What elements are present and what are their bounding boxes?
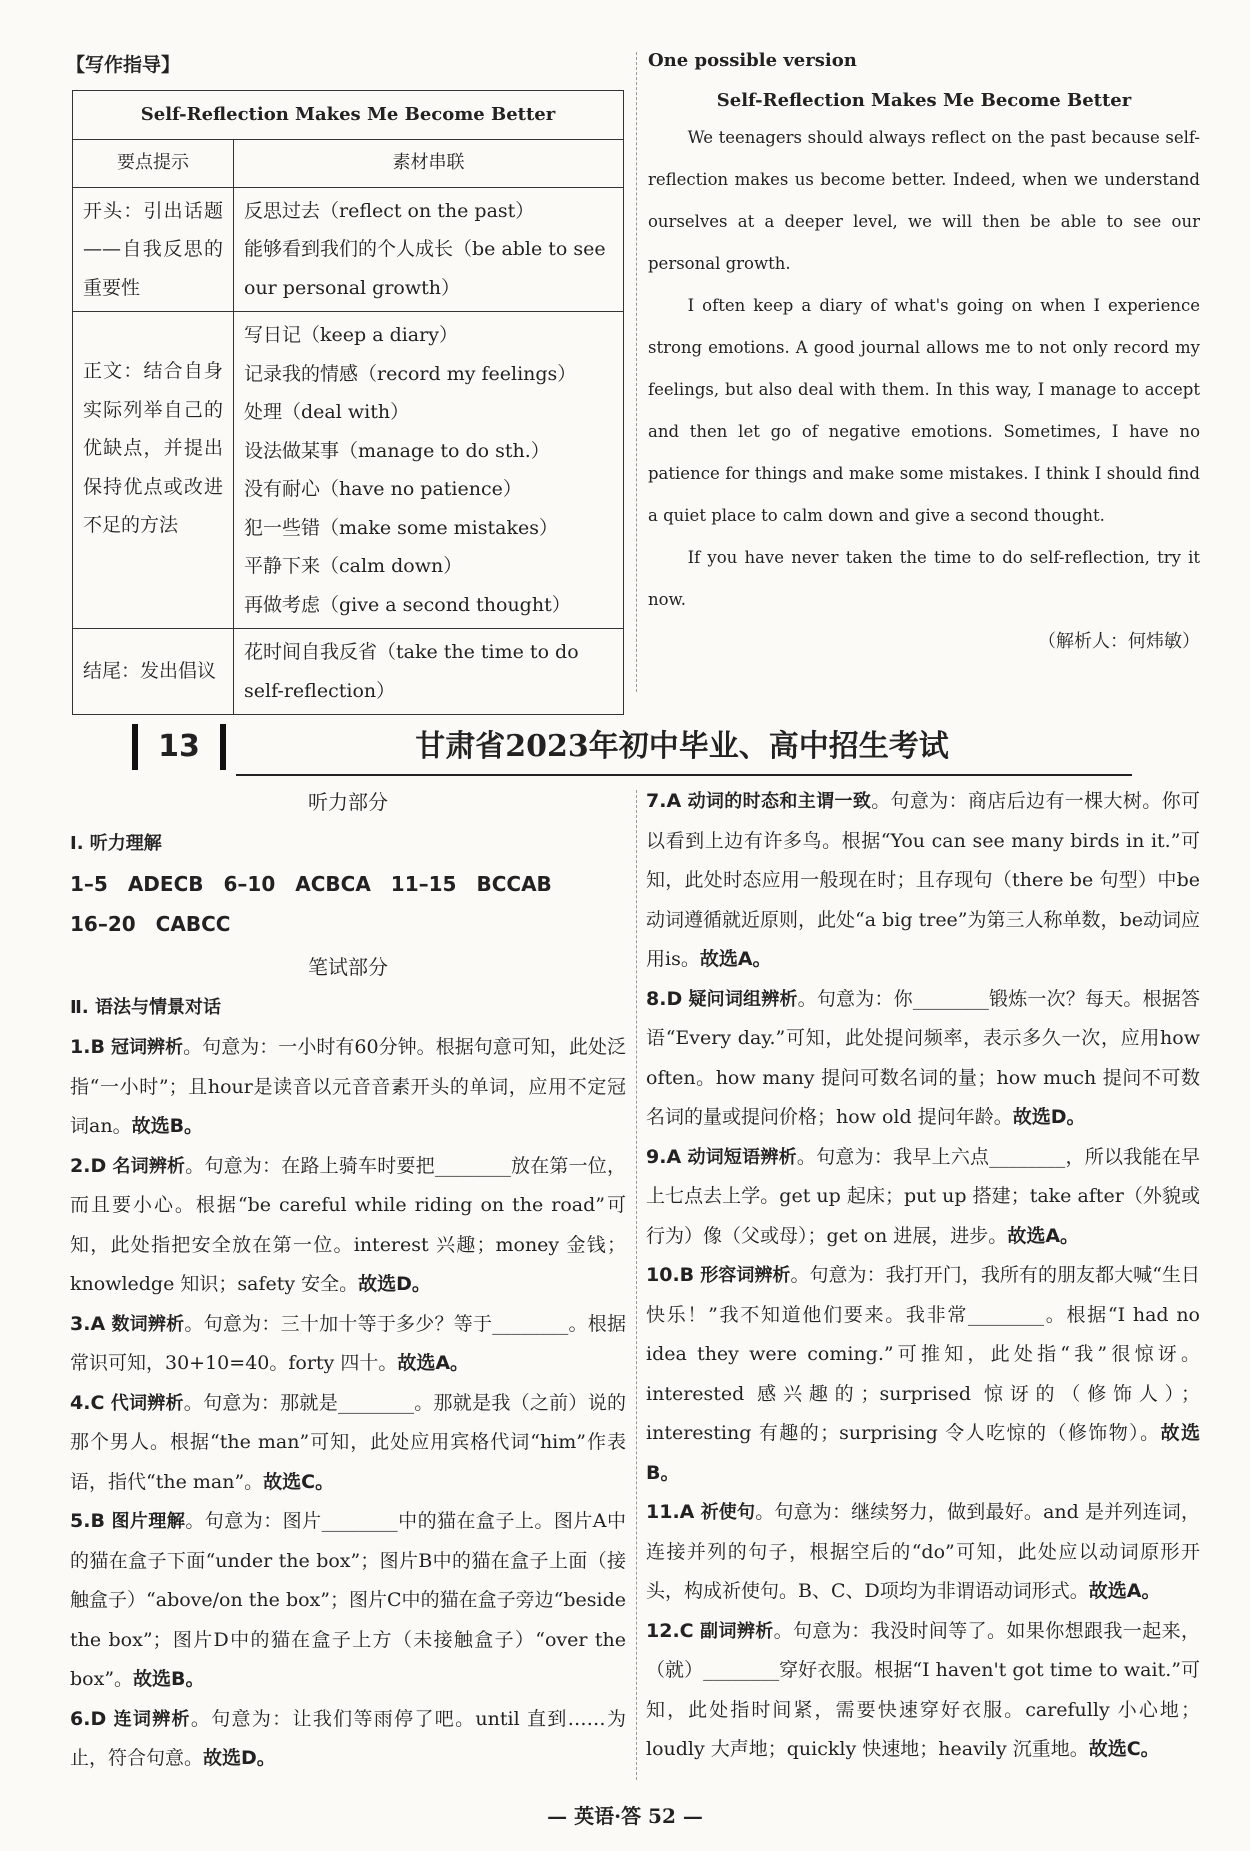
- essay-paragraph: We teenagers should always reflect on the past because self-reflection makes us become better. Indeed, when we understand ourselves at a deeper level, we will then be able to see our personal growth.: [648, 128, 1200, 273]
- question-item: [70, 1305, 626, 1384]
- question-number: 5.B: [70, 1510, 105, 1532]
- material-item: 花时间自我反省（take the time to do self-reflection）: [244, 641, 579, 702]
- question-explanation: 。句意为：我没时间等了。如果你想跟我一起来，（就）________穿好衣服。根据“I haven't got time to wait.”可知，此处指时间紧，需要快速穿好衣服。carefully 小心地；loudly 大声地；quickly 快速地；heavily 沉重地。: [646, 1619, 1200, 1760]
- written-section-title: 笔试部分: [308, 955, 388, 979]
- question-type: 冠词辨析: [111, 1037, 184, 1058]
- guide-row-point: 结尾：发出倡议: [73, 629, 234, 715]
- question-answer: 故选A。: [397, 1352, 470, 1374]
- writing-guide-table: [72, 90, 624, 715]
- question-item: [646, 782, 1200, 980]
- right-column: [646, 782, 1200, 1770]
- question-answer: 故选C。: [1088, 1738, 1160, 1760]
- question-answer: 故选A。: [699, 948, 772, 970]
- material-item: 没有耐心（have no patience）: [244, 478, 522, 500]
- column-divider: [636, 790, 637, 1780]
- question-item: [646, 980, 1200, 1138]
- question-number: 4.C: [70, 1391, 105, 1414]
- material-item: 能够看到我们的个人成长（be able to see our personal growth）: [244, 238, 606, 299]
- question-type: 名词辨析: [112, 1155, 186, 1177]
- question-answer: 故选D。: [1012, 1106, 1086, 1128]
- question-answer: 故选D。: [358, 1273, 431, 1295]
- question-answer: 故选A。: [1088, 1580, 1161, 1602]
- question-type: 副词辨析: [700, 1620, 774, 1642]
- material-item: 犯一些错（make some mistakes）: [244, 516, 558, 539]
- question-answer: 故选B。: [131, 1115, 204, 1137]
- question-answer: 故选B。: [646, 1422, 1200, 1484]
- exam-title: 甘肃省2023年初中毕业、高中招生考试: [415, 729, 949, 764]
- question-type: 图片理解: [111, 1511, 186, 1532]
- page-footer: — 英语·答 52 —: [547, 1804, 703, 1828]
- question-item: [70, 1028, 626, 1147]
- question-explanation: 。句意为：我早上六点________，所以我能在早上七点去上学。get up 起床；put up 搭建；take after（外貌或行为）像（父或母）；get on 进展，进步。: [646, 1145, 1200, 1247]
- material-item: 平静下来（calm down）: [244, 555, 463, 577]
- guide-col-header-materials: 素材串联: [234, 140, 624, 188]
- question-type: 连词辨析: [113, 1708, 191, 1730]
- question-explanation: 。句意为：让我们等雨停了吧。until 直到……为止，符合句意。: [70, 1707, 627, 1769]
- material-item: 反思过去（reflect on the past）: [244, 199, 535, 222]
- material-item: 再做考虑（give a second thought）: [244, 593, 571, 616]
- material-item: 记录我的情感（record my feelings）: [244, 362, 577, 385]
- question-type: 代词辨析: [110, 1392, 184, 1414]
- question-number: 12.C: [646, 1619, 694, 1642]
- exam-header: [132, 724, 1132, 776]
- material-item: 处理（deal with）: [244, 401, 410, 423]
- material-item: 设法做某事（manage to do sth.）: [244, 439, 550, 462]
- question-answer: 故选B。: [133, 1668, 205, 1690]
- question-number: 8.D: [646, 987, 683, 1010]
- question-type: 数词辨析: [111, 1313, 185, 1335]
- question-explanation: 。句意为：图片________中的猫在盒子上。图片A中的猫在盒子下面“under the box”；图片B中的猫在盒子上面（接触盒子）“above/on the box”；图片C中的猫在盒子旁边“beside the box”；图片D中的猫在盒子上方（未接触盒子）“over the box”。: [70, 1510, 626, 1690]
- question-number: 9.A: [646, 1145, 682, 1168]
- question-explanation: 。句意为：那就是________。那就是我（之前）说的那个男人。根据“the man”可知，此处应用宾格代词“him”作表语，指代“the man”。: [70, 1391, 626, 1493]
- guide-row-materials: [234, 629, 624, 715]
- question-explanation: 。句意为：继续努力，做到最好。and 是并列连词，连接并列的句子，根据空后的“do”可知，此处应以动词原形开头，构成祈使句。B、C、D项均为非谓语动词形式。: [646, 1501, 1200, 1602]
- question-number: 10.B: [646, 1264, 695, 1286]
- question-item: [646, 1612, 1200, 1770]
- question-explanation: 。句意为：商店后边有一棵大树。你可以看到上边有许多鸟。根据“You can see many birds in it.”可知，此处时态应用一般现在时；且存现句（there be 句型）中be动词遵循就近原则，此处“a big tree”为第三人称单数，be动词应用is。: [646, 790, 1200, 970]
- left-column: [70, 782, 626, 1779]
- question-number: 1.B: [70, 1036, 105, 1058]
- question-item: [646, 1138, 1200, 1257]
- question-answer: 故选C。: [263, 1470, 335, 1493]
- guide-row-materials: [234, 187, 624, 312]
- material-item: 写日记（keep a diary）: [244, 324, 458, 346]
- guide-row-materials: [234, 312, 624, 629]
- guide-row-point: 开头：引出话题——自我反思的重要性: [73, 187, 234, 312]
- question-answer: 故选D。: [203, 1747, 276, 1769]
- question-type: 形容词辨析: [700, 1265, 791, 1286]
- guide-table-title: Self-Reflection Makes Me Become Better: [73, 91, 624, 140]
- listening-section-title: 听力部分: [308, 790, 388, 814]
- listening-answers-line: 16–20 CABCC: [70, 912, 231, 936]
- essay-paragraph: If you have never taken the time to do self-reflection, try it now.: [648, 548, 1200, 609]
- question-explanation: 。句意为：我打开门，我所有的朋友都大喊“生日快乐！”我不知道他们要来。我非常________。根据“I had no idea they were coming.”可推知，此处指“我”很惊讶。interested 感兴趣的；surprised 惊讶的（修饰人）；interesting 有趣的；surprising 令人吃惊的（修饰物）。: [646, 1264, 1201, 1444]
- written-subheading: Ⅱ. 语法与情景对话: [70, 997, 221, 1018]
- listening-subheading: Ⅰ. 听力理解: [70, 833, 162, 854]
- header-rule: [236, 774, 1132, 776]
- question-number: 3.A: [70, 1312, 106, 1335]
- question-number: 11.A: [646, 1501, 695, 1523]
- exam-number: 13: [132, 724, 226, 770]
- essay-paragraph: I often keep a diary of what's going on when I experience strong emotions. A good journal allows me to not only record my feelings, but also deal with them. In this way, I manage to accept and then let go of negative emotions. Sometimes, I have no patience for things and make some mistakes. I think I should find a quiet place to calm down and give a second thought.: [648, 296, 1200, 525]
- analyst-credit: （解析人：何炜敏）: [1038, 631, 1200, 652]
- question-explanation: 。句意为：在路上骑车时要把________放在第一位，而且要小心。根据“be careful while riding on the road”可知，此处指把安全放在第一位。interest 兴趣；money 金钱；knowledge 知识；safety 安全。: [70, 1154, 627, 1295]
- question-item: [70, 1147, 626, 1305]
- question-type: 疑问词组辨析: [688, 988, 798, 1010]
- guide-col-header-points: 要点提示: [73, 140, 234, 188]
- question-type: 祈使句: [700, 1502, 756, 1523]
- essay-label: One possible version: [648, 50, 857, 71]
- question-type: 动词短语辨析: [687, 1146, 797, 1168]
- question-item: [646, 1493, 1200, 1612]
- question-explanation: 。句意为：一小时有60分钟。根据句意可知，此处泛指“一小时”；且hour是读音以元音音素开头的单词，应用不定冠词an。: [70, 1036, 626, 1137]
- question-number: 7.A: [646, 790, 682, 812]
- writing-guide-label: 【写作指导】: [66, 54, 181, 76]
- column-divider: [636, 52, 637, 692]
- listening-answers-line: 1–5 ADECB 6–10 ACBCA 11–15 BCCAB: [70, 872, 552, 896]
- question-number: 2.D: [70, 1154, 107, 1177]
- question-explanation: 。句意为：你________锻炼一次？每天。根据答语“Every day.”可知，此处提问频率，表示多久一次，应用how often。how many 提问可数名词的量；how much 提问不可数名词的量或提问价格；how old 提问年龄。: [646, 987, 1200, 1128]
- guide-row-point: 正文：结合自身实际列举自己的优缺点，并提出保持优点或改进不足的方法: [73, 312, 234, 629]
- question-explanation: 。句意为：三十加十等于多少？等于________。根据常识可知，30+10=40。forty 四十。: [70, 1312, 626, 1374]
- question-item: [646, 1256, 1200, 1493]
- question-type: 动词的时态和主谓一致: [687, 791, 872, 812]
- question-item: [70, 1384, 626, 1503]
- question-item: [70, 1502, 626, 1700]
- question-item: [70, 1700, 626, 1779]
- essay-title: Self-Reflection Makes Me Become Better: [716, 90, 1132, 111]
- essay: [648, 48, 1200, 653]
- question-answer: 故选A。: [1007, 1224, 1080, 1247]
- question-number: 6.D: [70, 1707, 107, 1730]
